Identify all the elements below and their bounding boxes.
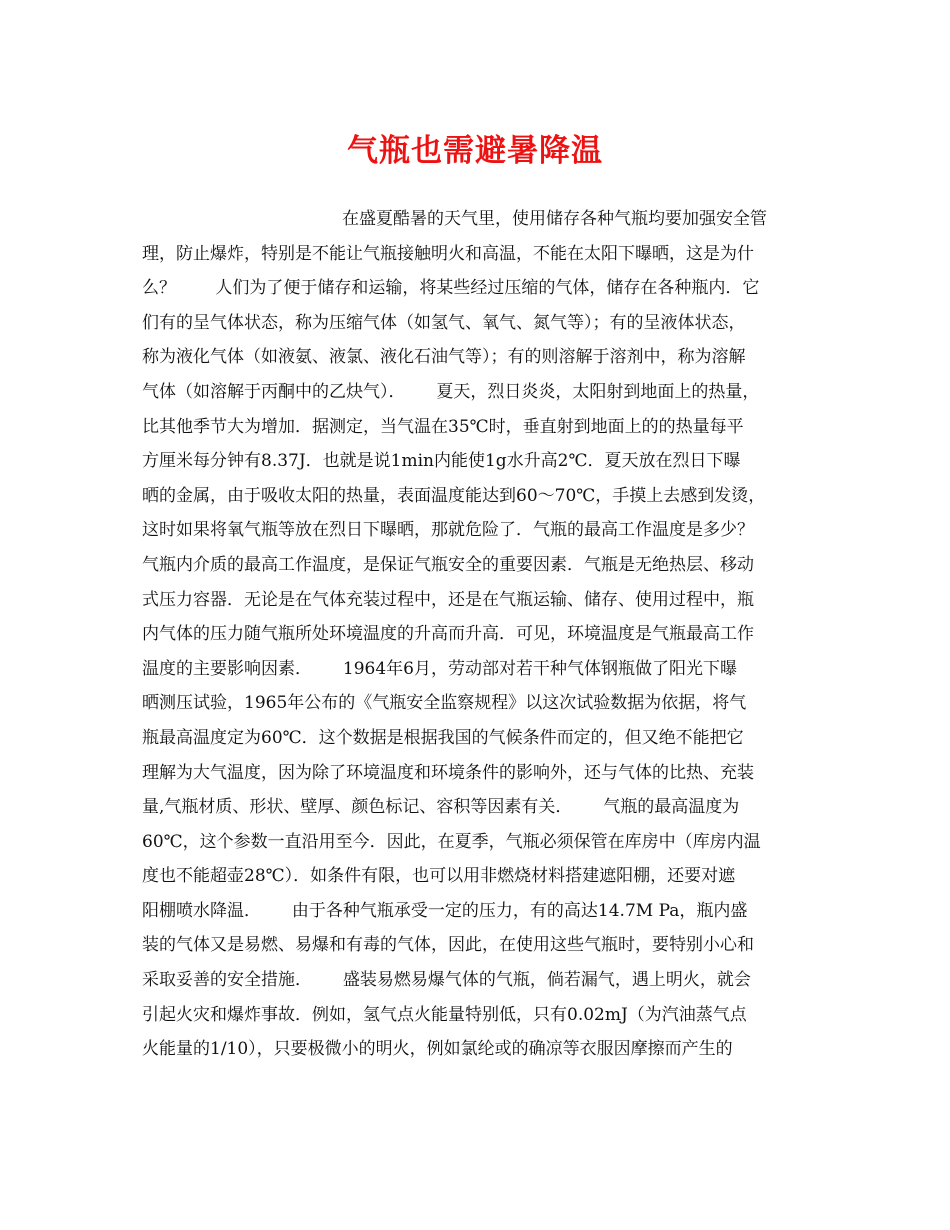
text-line: 比其他季节大为增加．据测定，当气温在35℃时，垂直射到地面上的的热量每平 — [142, 416, 744, 437]
text-line: 方厘米每分钟有8.37J．也就是说1min内能使1g水升高2℃．夏天放在烈日下曝 — [142, 451, 741, 472]
text-line: 气体（如溶解于丙酮中的乙炔气）． 夏天，烈日炎炎，太阳射到地面上的热量， — [142, 381, 760, 402]
text-line: 阳棚喷水降温． 由于各种气瓶承受一定的压力，有的高达14.7M Pa，瓶内盛 — [142, 900, 748, 921]
text-line: 晒的金属，由于吸收太阳的热量，表面温度能达到60～70℃，手摸上去感到发烫， — [142, 485, 766, 506]
text-line: 温度的主要影响因素． 1964年6月，劳动部对若干种气体钢瓶做了阳光下曝 — [142, 658, 737, 679]
text-line: 这时如果将氧气瓶等放在烈日下曝晒，那就危险了．气瓶的最高工作温度是多少？ — [142, 520, 754, 541]
text-line: 瓶最高温度定为60℃．这个数据是根据我国的气候条件而定的，但又绝不能把它 — [142, 727, 744, 748]
text-line: 度也不能超壶28℃）．如条件有限，也可以用非燃烧材料搭建遮阳棚，还要对遮 — [142, 866, 736, 887]
text-line: 在盛夏酷暑的天气里，使用储存各种气瓶均要加强安全管 — [342, 209, 767, 229]
text-line: 引起火灾和爆炸事故．例如，氢气点火能量特别低，只有0.02mJ（为汽油蒸气点 — [142, 1004, 747, 1025]
document-title: 气瓶也需避暑降温 — [347, 133, 603, 169]
text-line: 装的气体又是易燃、易爆和有毒的气体，因此，在使用这些气瓶时，要特别小心和 — [142, 935, 754, 956]
text-line: 采取妥善的安全措施． 盛装易燃易爆气体的气瓶，倘若漏气，遇上明火，就会 — [142, 970, 751, 991]
text-line: 气瓶内介质的最高工作温度，是保证气瓶安全的重要因素．气瓶是无绝热层、移动 — [142, 554, 754, 575]
text-line: 么？ 人们为了便于储存和运输，将某些经过压缩的气体，储存在各种瓶内．它 — [142, 278, 760, 299]
text-line: 火能量的1/10），只要极微小的明火，例如氯纶或的确凉等衣服因摩擦而产生的 — [142, 1039, 733, 1060]
text-line: 晒测压试验，1965年公布的《气瓶安全监察规程》以这次试验数据为依据，将气 — [142, 693, 747, 714]
text-line: 60℃，这个参数一直沿用至今．因此，在夏季，气瓶必须保管在库房中（库房内温 — [142, 831, 761, 852]
text-line: 理，防止爆炸，特别是不能让气瓶接触明火和高温，不能在太阳下曝晒，这是为什 — [142, 243, 754, 264]
text-line: 称为液化气体（如液氨、液氯、液化石油气等）；有的则溶解于溶剂中，称为溶解 — [142, 347, 746, 368]
text-line: 理解为大气温度，因为除了环境温度和环境条件的影响外，还与气体的比热、充装 — [142, 762, 754, 783]
document-body — [142, 202, 826, 1067]
text-line: 式压力容器．无论是在气体充装过程中，还是在气瓶运输、储存、使用过程中，瓶 — [142, 589, 754, 610]
text-line: 量,气瓶材质、形状、壁厚、颜色标记、容积等因素有关． 气瓶的最高温度为 — [142, 797, 740, 818]
text-line: 内气体的压力随气瓶所处环境温度的升高而升高．可见，环境温度是气瓶最高工作 — [142, 624, 754, 645]
text-line: 们有的呈气体状态，称为压缩气体（如氢气、氧气、氮气等）；有的呈液体状态， — [142, 312, 746, 333]
